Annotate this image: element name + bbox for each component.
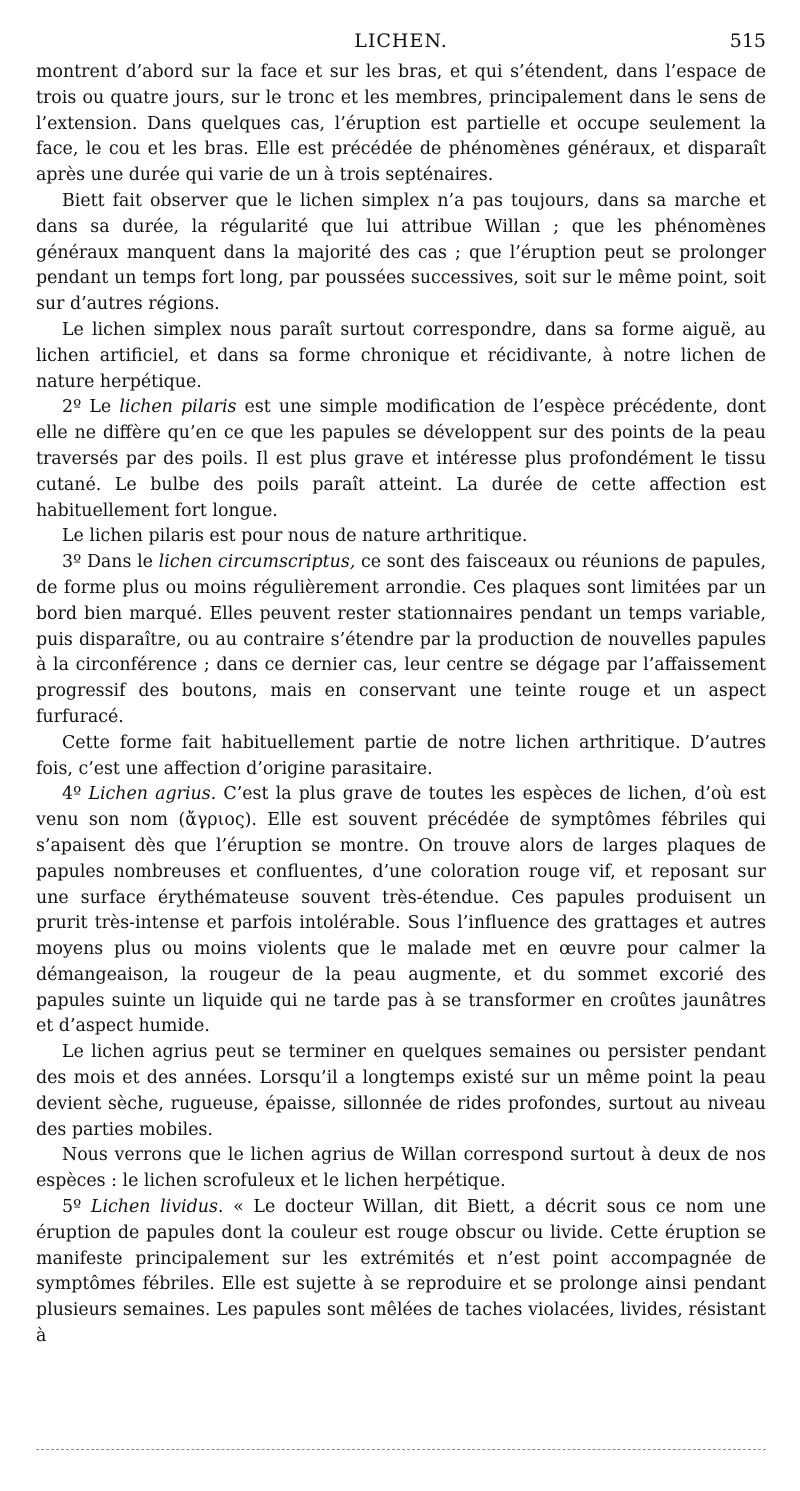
footer-rule <box>36 1449 766 1450</box>
paragraph-circumscriptus-nature: Cette forme fait habituellement partie de notre lichen arthritique. D’autres fois, c’est une affection d’origine parasitaire. <box>36 732 766 779</box>
running-title: LICHEN. <box>354 30 448 52</box>
body-text <box>36 60 766 1350</box>
page-number: 515 <box>729 30 766 52</box>
paragraph-agrius-course: Le lichen agrius peut se terminer en quelques semaines ou persister pendant des mois et des années. Lorsqu’il a longtemps existé sur un même point la peau devient sèche, rugueuse, épaisse, sillonnée de rides profondes, surtout au niveau des parties mobiles. <box>36 1042 766 1140</box>
term-lichen-lividus: Lichen lividus. <box>90 1197 224 1218</box>
term-lichen-circumscriptus: lichen circumscriptus, <box>158 552 356 573</box>
paragraph-lichen-circumscriptus: 3º Dans le lichen circumscriptus, ce sont des faisceaux ou réunions de papules, de forme plus ou moins régulièrement arrondie. Ces plaques sont limitées par un bord bien marqué. Elles peuvent rester stationnaires pendant un temps variable, puis disparaître, ou au contraire s’étendre par la production de nouvelles papules à la circonférence ; dans ce dernier cas, leur centre se dégage par l’affaissement progressif des boutons, mais en conservant une teinte rouge et un aspect furfuracé. <box>36 552 766 727</box>
term-lichen-agrius: Lichen agrius. <box>88 784 217 805</box>
paragraph-biett-simplex: Biett fait observer que le lichen simplex n’a pas toujours, dans sa marche et dans sa durée, la régularité que lui attribue Willan ; que les phénomènes généraux manquent dans la majorité des cas ; que l’éruption peut se prolonger pendant un temps fort long, par poussées successives, soit sur le même point, soit sur d’autres régions. <box>36 190 766 315</box>
paragraph-lichen-agrius: 4º Lichen agrius. C’est la plus grave de toutes les espèces de lichen, d’où est venu son nom (ἄγριος). Elle est souvent précédée de symptômes fébriles qui s’apaisent dès que l’éruption se montre. On trouve alors de larges plaques de papules nombreuses et confluentes, d’une coloration rouge vif, et reposant sur une surface érythémateuse souvent très-étendue. Ces papules produisent un prurit très-intense et parfois intolérable. Sous l’influence des grattages et autres moyens plus ou moins violents que le malade met en œuvre pour calmer la démangeaison, la rougeur de la peau augmente, et du sommet excorié des papules suinte un liquide qui ne tarde pas à se transformer en croûtes jaunâtres et d’aspect humide. <box>36 784 766 1037</box>
page-header <box>36 30 766 58</box>
paragraph-agrius-correspondence: Nous verrons que le lichen agrius de Willan correspond surtout à deux de nos espèces : le lichen scrofuleux et le lichen herpétique. <box>36 1145 766 1192</box>
paragraph-pilaris-nature: Le lichen pilaris est pour nous de nature arthritique. <box>62 526 528 547</box>
term-lichen-pilaris: lichen pilaris <box>119 397 237 418</box>
paragraph-simplex-forms: Le lichen simplex nous paraît surtout correspondre, dans sa forme aiguë, au lichen artificiel, et dans sa forme chronique et récidivante, à notre lichen de nature herpétique. <box>36 319 766 392</box>
paragraph-lichen-pilaris: 2º Le lichen pilaris est une simple modification de l’espèce précédente, dont elle ne diffère qu’en ce que les papules se développent sur des points de la peau traversés par des poils. Il est plus grave et intéresse plus profondément le tissu cutané. Le bulbe des poils paraît atteint. La durée de cette affection est habituellement fort longue. <box>36 397 766 521</box>
paragraph-continuation: montrent d’abord sur la face et sur les bras, et qui s’étendent, dans l’espace de trois ou quatre jours, sur le tronc et les membres, principalement dans le sens de l’extension. Dans quelques cas, l’éruption est partielle et occupe seulement la face, le cou et les bras. Elle est précédée de phénomènes généraux, et disparaît après une durée qui varie de un à trois septénaires. <box>36 62 766 186</box>
paragraph-lichen-lividus: 5º Lichen lividus. « Le docteur Willan, dit Biett, a décrit sous ce nom une éruption de papules dont la couleur est rouge obscur ou livide. Cette éruption se manifeste principalement sur les extrémités et n’est point accompagnée de symptômes fébriles. Elle est sujette à se reproduire et se prolonge ainsi pendant plusieurs semaines. Les papules sont mêlées de taches violacées, livides, résistant à <box>36 1197 766 1347</box>
